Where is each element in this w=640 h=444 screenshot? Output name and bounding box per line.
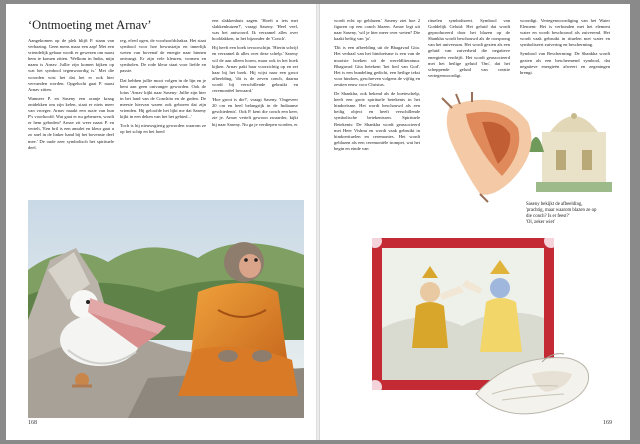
right-text-column-3 xyxy=(520,18,610,79)
monkey-pelican-drawing xyxy=(28,200,304,418)
paragraph: De Shankha, ook bekend als de boeteschelp, heeft een grote spirituele betekenis in het hindoeïsme. Het wordt beschouwd als een heilig object en heeft verschillende symbolische betekenissen. Spirituele Betekenis: De Shankha wordt geassocieerd met Heer Vishnu en wordt vaak gebruikt in hindoerituelen en ceremonies. Het wordt geblazen als een ceremoniële trompet, wat het begin en einde van xyxy=(334,91,420,151)
conch-temple-illustration xyxy=(432,92,612,204)
caption-line: 'prachtig, maar waarom blazen ze op xyxy=(526,208,597,213)
caption-line: Saseny bekijkt de afbeelding, xyxy=(526,202,583,207)
paragraph: reg, efred ogen, de voorhoofdchakra. Het staat symbool voor hoe bewustzijn en innerlijk weten van bovenaf de energie naar binnen ontvangt. Er zijn vele kleuren, vormen en symbolen. De rode kleur staat voor liefde en passie. xyxy=(120,38,206,74)
right-text-column-2 xyxy=(428,18,510,82)
paragraph: rituelen symboliseert. Symbool van Goddelijk Geluid: Het geluid dat wordt geproduceerd door het blazen op de Shankha wordt beschouwd als de oorsprong van het universum. Het wordt gezien als een geluid van zuiverheid die negatieve energieën verdrijft. Het wordt geassocieerd met het heilige geluid 'Om', dat het scheppende geluid van creatie vertegenwoordigt. xyxy=(428,18,510,78)
paragraph: Dat hebben jullie mooi volgen in de lijn en je bent aan geen ontvanger geworden. Ook de lotus 'Arnav kijkt naar Saseny: Jullie zijn hier in het land van de Conchita en de goden. De meeste hiervan waren ook geboren dat zijn vrienden. Hij geloofde het lijkt me dat Saseny kijkt in een deken van het het gebied...' xyxy=(120,77,206,120)
right-page xyxy=(320,4,630,440)
paragraph: woordigt. Vertegenwoordiging van het Water Element: Het is verbonden met het element water en wordt beschouwd als zuiverend. Het wordt vaak gebruikt in rituelen met water en symboliseert zuivering en bescherming. xyxy=(520,18,610,48)
frame-ornament xyxy=(372,380,382,390)
left-text-column-2 xyxy=(120,38,206,138)
page-number-right: 169 xyxy=(603,420,612,426)
frame-ornament xyxy=(372,238,382,248)
paragraph: 'Dit is een afbeelding uit de Bhagavad Gita. Het verhaal van het hindoeïsme is een van de mooiste boeken uit de wereldliteratuur. Bhagavad Gita betekent 'het lied van God'. Het is een bundeling gedicht, een heilige tekst voor hindoes, geschreven volgens de vijftig en zestien eeuw voor Christus. xyxy=(334,45,420,87)
paragraph: Aangekomen op de plek blijft P. staan van verbazing. Geen mens maar een aap! Met een vriendelijk gebaar wordt er gewezen om naast hem te komen zitten. 'Welkom in India, mijn naam is Arnav. Jullie zijn komen kijken op wat het symbool tegenwoordig is.' Met die woorden wist het dat het er ook hier vervanden worden. Opgelucht gaat P. naast Arnav zitten. xyxy=(28,38,114,92)
white-conch-drawing xyxy=(472,344,594,420)
paragraph: 'Hoe groot is die?', vraagt Saseny. 'Ongeveer 20 cm en heel belangrijk in de Indiaanse geschiedenis'. Ook P. kent die conch een keer, zie je. Arnav vertelt gewoon zwaarder, kijkt bij naar Saseny. Nu ga je verdiepen worden, er xyxy=(212,97,298,127)
white-conch-illustration xyxy=(472,344,594,420)
paragraph: Toch is hij nieuwsgierig geworden waarom ze op het schip en het hoed xyxy=(120,123,206,135)
caption-line: die conch? Is er feest?' xyxy=(526,214,570,219)
caption-line: 'Ol, zeker wiet' xyxy=(526,220,555,225)
paragraph: Hij heeft een boek tevoorschijn. 'Hierin schrijf en verzamel ik alles over deze schelp.' Saseny wil de aan alleen horen, maar ook in het boek kijken. Arnav pakt haar voorzichtig op en zet haar bij het boek. Hij wijst naar een groot afbeelding, 'dit is de zeven conch, daarna wordt bij verschillende gebruikt en ceremoniëel bewaard.' xyxy=(212,45,298,94)
left-text-column-3 xyxy=(212,18,298,131)
chapter-title: ‘Ontmoeting met Arnav’ xyxy=(28,18,152,32)
conch-temple-drawing xyxy=(432,92,612,204)
paragraph: wordt echt op geblazen.' Saseny ziet hoe 2 figuren op een conch blazen. Arnav legt uit naar Saseny, 'wil je hier meer over weten? Die kaakt heftig van 'ja'. xyxy=(334,18,420,42)
paragraph: Symbool van Bescherming: De Shankha wordt gezien als een beschermend symbool, dat negatieve energieën afweert en zegeningen brengt. xyxy=(520,51,610,75)
illustration-caption xyxy=(526,202,618,226)
left-page xyxy=(6,4,316,440)
monkey-pelican-illustration xyxy=(28,200,304,418)
right-text-column-1 xyxy=(334,18,420,155)
paragraph: Wanneer P. en Saseny een oranje kraag ontdekken om zijn kelen, staat er niets meer van vroeger. Arnav maakt een ruzie van hun P's voorhoofd. Wat gaat er nu gebeuren, wordt er hem geboden? Arnav zit weer naast P. en vertelt, 'Een bril is een amulet en kleur gaat u zo snel in de linker hand bij het bovenste deel mee.' De oude zeer symbolisch het spirituele deel. xyxy=(28,95,114,150)
frame-ornament xyxy=(544,238,554,248)
left-text-column-1 xyxy=(28,38,114,154)
page-number-left: 168 xyxy=(28,420,37,426)
paragraph: een slakkenhuis zagen. 'Hoeft u iets met slakkenhuizen?', vraagt Saseny. 'Heel veel, was het antwoord. Ik verzamel alles over hooldakken, in het bijzonder de 'Conch'. xyxy=(212,18,298,42)
